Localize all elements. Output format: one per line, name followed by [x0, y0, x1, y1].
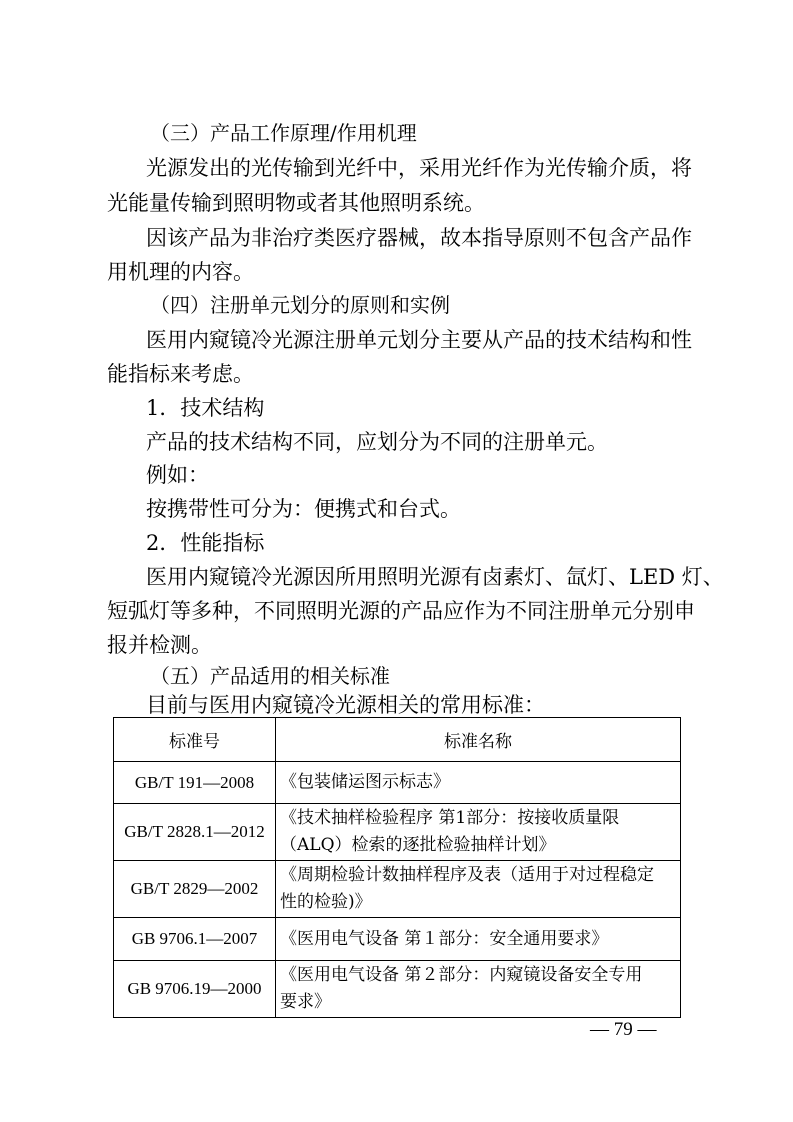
standard-name: 《包装储运图示标志》: [276, 762, 681, 804]
page-number: — 79 —: [590, 1019, 657, 1040]
standards-table: [113, 717, 681, 1018]
standard-name: 《医用电气设备 第１部分：安全通用要求》: [276, 918, 681, 961]
list-item-heading: 2．性能指标: [146, 531, 265, 555]
table-row: [114, 861, 681, 918]
paragraph-line: 光源发出的光传输到光纤中，采用光纤作为光传输介质，将: [146, 156, 692, 180]
standard-name: 《医用电气设备 第２部分：内窥镜设备安全专用 要求》: [276, 961, 681, 1018]
paragraph-line: 能指标来考虑。: [107, 362, 254, 386]
table-row: [114, 762, 681, 804]
paragraph-line: 短弧灯等多种，不同照明光源的产品应作为不同注册单元分别申: [107, 599, 695, 623]
standard-code: GB 9706.1—2007: [114, 918, 276, 961]
standard-code: GB/T 2829—2002: [114, 861, 276, 918]
paragraph-line: 目前与医用内窥镜冷光源相关的常用标准：: [146, 693, 545, 717]
standard-name: 《周期检验计数抽样程序及表（适用于对过程稳定 性的检验)》: [276, 861, 681, 918]
paragraph-line: 医用内窥镜冷光源注册单元划分主要从产品的技术结构和性: [146, 328, 692, 352]
section-4-heading: （四）注册单元划分的原则和实例: [150, 293, 450, 317]
paragraph-line: 医用内窥镜冷光源因所用照明光源有卤素灯、氙灯、LED 灯、: [146, 565, 724, 589]
table-row: [114, 961, 681, 1018]
paragraph-line: 按携带性可分为：便携式和台式。: [146, 497, 461, 521]
paragraph-line: 产品的技术结构不同，应划分为不同的注册单元。: [146, 430, 608, 454]
table-row: [114, 804, 681, 861]
table-header-code: 标准号: [114, 718, 276, 762]
paragraph-line: 报并检测。: [107, 633, 212, 657]
section-3-heading: （三）产品工作原理/作用机理: [150, 121, 417, 145]
list-item-heading: 1．技术结构: [146, 396, 265, 420]
paragraph-line: 用机理的内容。: [107, 260, 254, 284]
standard-code: GB 9706.19—2000: [114, 961, 276, 1018]
table-row: [114, 918, 681, 961]
paragraph-line: 例如：: [146, 463, 209, 487]
section-5-heading: （五）产品适用的相关标准: [150, 664, 390, 688]
standard-code: GB/T 2828.1—2012: [114, 804, 276, 861]
standard-code: GB/T 191—2008: [114, 762, 276, 804]
table-header-name: 标准名称: [276, 718, 681, 762]
standard-name: 《技术抽样检验程序 第1部分：按接收质量限 （ALQ）检索的逐批检验抽样计划》: [276, 804, 681, 861]
paragraph-line: 因该产品为非治疗类医疗器械，故本指导原则不包含产品作: [146, 226, 692, 250]
paragraph-line: 光能量传输到照明物或者其他照明系统。: [107, 191, 485, 215]
